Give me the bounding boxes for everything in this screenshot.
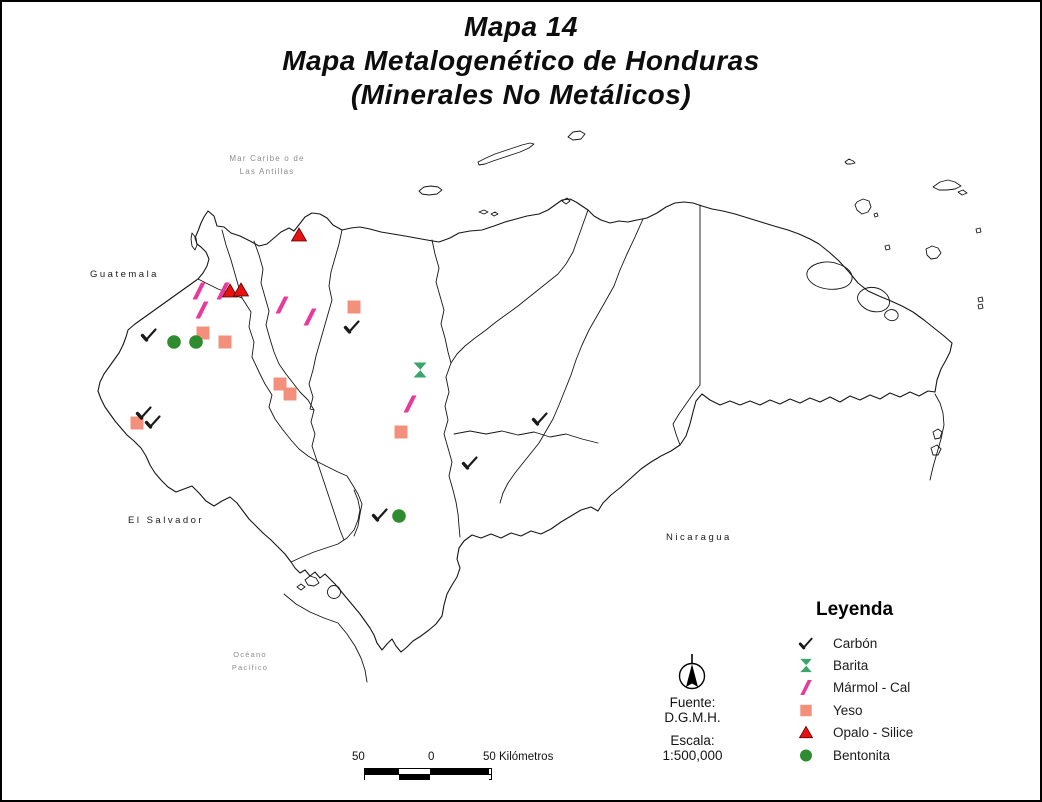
scale-right-label: 50 Kilómetros — [483, 751, 554, 763]
scale-mid-label: 0 — [428, 751, 435, 763]
scale-left-label: 50 — [352, 751, 365, 763]
marker-yeso — [219, 336, 232, 349]
opalo-icon — [794, 723, 818, 742]
legend-item-barita — [788, 654, 1040, 676]
marker-yeso — [348, 301, 361, 314]
legend-item-label: Bentonita — [833, 747, 891, 763]
marker-barita — [414, 363, 427, 378]
scale-bar-graphic — [364, 768, 492, 780]
marker-yeso — [395, 426, 408, 439]
legend-item-bentonita — [788, 744, 1040, 766]
marker-carbon — [138, 408, 151, 419]
scale-bar — [342, 751, 592, 785]
legend-item-marmol — [788, 677, 1040, 699]
pacific-ocean-label: Océano Pacífico — [231, 650, 269, 672]
guatemala-label: Guatemala — [90, 269, 159, 280]
legend-item-label: Carbón — [833, 635, 878, 651]
nicaragua-label: Nicaragua — [666, 532, 732, 543]
marker-bentonita — [392, 509, 406, 523]
escala-label: Escala: — [670, 733, 715, 748]
caribbean-sea-label: Mar Caribe o de Las Antillas — [229, 154, 305, 176]
north-arrow-icon — [630, 653, 755, 695]
marker-carbon — [346, 322, 359, 333]
source-block — [630, 653, 755, 763]
el-salvador-label: El Salvador — [128, 515, 205, 526]
map-title-line3: (Minerales No Metálicos) — [350, 79, 692, 110]
fuente-value: D.G.M.H. — [664, 710, 721, 725]
honduras-outline — [98, 199, 952, 652]
marker-opalo — [292, 228, 307, 241]
marker-bentonita — [189, 335, 203, 349]
islands — [191, 131, 983, 599]
marker-marmol — [196, 302, 209, 319]
marker-marmol — [276, 297, 289, 314]
legend-item-carbon — [788, 632, 1040, 654]
marker-carbon — [374, 510, 387, 521]
bentonita-icon — [794, 746, 818, 765]
legend-item-label: Mármol - Cal — [833, 680, 911, 696]
marker-carbon — [143, 330, 156, 341]
legend — [788, 599, 1040, 766]
marker-opalo — [234, 283, 249, 296]
mineral-markers — [131, 228, 547, 523]
legend-item-label: Opalo - Silice — [833, 725, 914, 741]
fuente-label: Fuente: — [669, 695, 716, 710]
legend-title: Leyenda — [816, 599, 894, 620]
department-borders — [198, 205, 700, 562]
marker-bentonita — [167, 335, 181, 349]
carbon-icon — [794, 634, 818, 653]
marker-marmol — [404, 396, 417, 413]
lagoons — [807, 262, 898, 321]
marker-marmol — [193, 283, 206, 300]
marmol-icon — [794, 678, 818, 697]
marker-yeso — [284, 388, 297, 401]
escala-value: 1:500,000 — [662, 748, 723, 763]
legend-item-label: Yeso — [833, 702, 863, 718]
scale-unit-label: Kilómetros — [499, 751, 554, 763]
north-arrow — [630, 653, 755, 695]
map-title-line1: Mapa 14 — [464, 11, 578, 42]
legend-item-opalo — [788, 722, 1040, 744]
yeso-icon — [794, 701, 818, 720]
barita-icon — [794, 656, 818, 675]
legend-items — [788, 632, 1040, 766]
map-title-line2: Mapa Metalogenético de Honduras — [282, 45, 760, 76]
marker-marmol — [304, 309, 317, 326]
marker-carbon — [534, 414, 547, 425]
legend-item-label: Barita — [833, 658, 869, 674]
marker-carbon — [464, 458, 477, 469]
marker-carbon — [147, 417, 160, 428]
legend-item-yeso — [788, 699, 1040, 721]
